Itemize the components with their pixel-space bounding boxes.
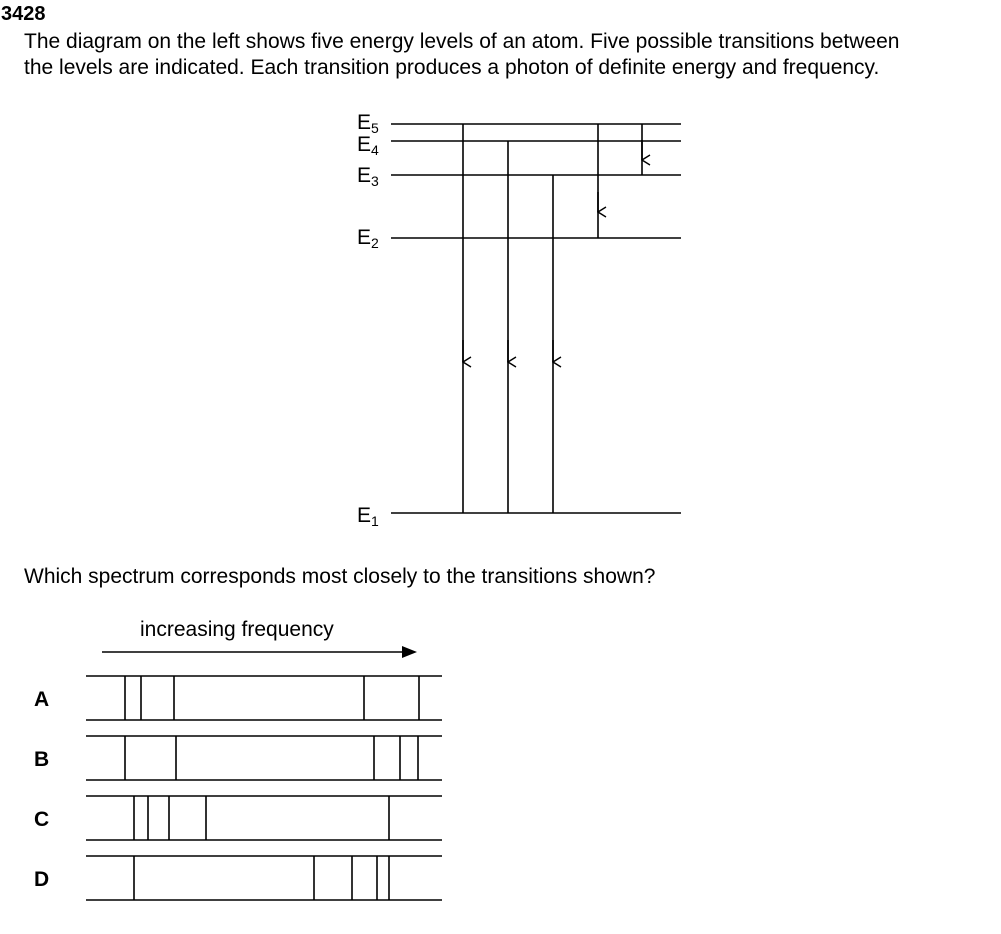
option-b-label[interactable]: B: [34, 748, 50, 771]
level-label-e5: E5: [357, 111, 379, 136]
level-label-e3: E3: [357, 164, 379, 189]
level-label-e1: E1: [357, 504, 379, 529]
spectrum-d: [86, 856, 442, 900]
option-a-label[interactable]: A: [34, 688, 50, 711]
question-text: Which spectrum corresponds most closely to the transitions shown?: [24, 565, 656, 588]
option-c-label[interactable]: C: [34, 808, 50, 831]
frequency-arrowhead: [402, 646, 417, 658]
spectrum-b: [86, 736, 442, 780]
spectrum-c: [86, 796, 442, 840]
frequency-axis-label: increasing frequency: [140, 618, 334, 641]
stem-line-2: the levels are indicated. Each transition produces a photon of definite energy and frequency.: [24, 56, 880, 79]
option-d-label[interactable]: D: [34, 868, 50, 891]
level-label-e2: E2: [357, 226, 379, 251]
spectrum-a: [86, 676, 442, 720]
question-number: 3428: [1, 3, 46, 25]
stem-line-1: The diagram on the left shows five energy levels of an atom. Five possible transitions between: [24, 30, 900, 53]
level-label-e4: E4: [357, 133, 379, 158]
